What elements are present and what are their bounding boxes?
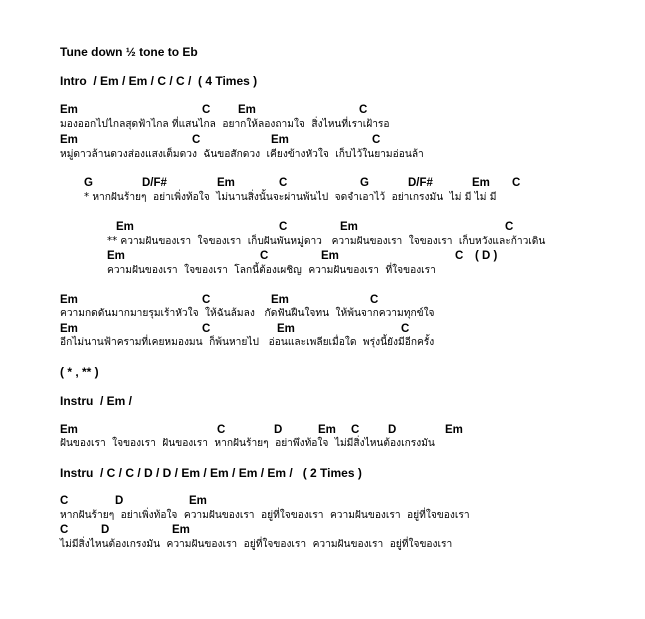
chord: Em xyxy=(318,424,336,436)
chord: C xyxy=(351,424,360,436)
chord: D/F# xyxy=(142,177,167,189)
chord: C xyxy=(217,424,226,436)
chord: C xyxy=(279,221,288,233)
chord: Em xyxy=(472,177,490,189)
lyric-line: มองออกไปไกลสุดฟ้าไกล ที่แสนไกล อยากให้ลองถามใจ สิ่งไหนที่เราเฝ้ารอ xyxy=(60,119,390,130)
chord: C xyxy=(370,294,379,306)
chord: C xyxy=(202,104,211,116)
lyric-line: ไม่มีสิ่งไหนต้องเกรงมัน ความฝันของเรา อยู่ที่ใจของเรา ความฝันของเรา อยู่ที่ใจของเรา xyxy=(60,539,453,550)
chord-line xyxy=(0,249,645,263)
instru-line: Instru / C / C / D / D / Em / Em / Em / Em / ( 2 Times ) xyxy=(60,466,362,480)
chord: C xyxy=(372,134,381,146)
chord: C xyxy=(202,323,211,335)
intro-line: Intro / Em / Em / C / C / ( 4 Times ) xyxy=(60,74,258,88)
chord-line xyxy=(0,523,645,537)
chord: D/F# xyxy=(408,177,433,189)
chord: C xyxy=(505,221,514,233)
chord: C xyxy=(512,177,521,189)
chord: Em xyxy=(340,221,358,233)
chord: C xyxy=(192,134,201,146)
chord: Em xyxy=(60,134,78,146)
chord: C xyxy=(60,524,69,536)
lyric-line: ฝันของเรา ใจของเรา ฝันของเรา หากฝันร้ายๆ อย่าพึงท้อใจ ไม่มีสิ่งไหนต้องเกรงมัน xyxy=(60,438,435,449)
chord: C xyxy=(401,323,410,335)
lyric-line: ความฝันของเรา ใจของเรา โลกนี้ต้องเผชิญ ความฝันของเรา ที่ใจของเรา xyxy=(107,265,436,276)
chord: C xyxy=(260,250,269,262)
chord: Em xyxy=(238,104,256,116)
chord: Em xyxy=(321,250,339,262)
chord-line xyxy=(0,103,645,117)
chord: C xyxy=(455,250,464,262)
lyric-line: หมู่ดาวล้านดวงส่องแสงเต็มดวง ฉันขอสักดวง เคียงข้างหัวใจ เก็บไว้ในยามอ่อนล้า xyxy=(60,149,424,160)
chord: Em xyxy=(107,250,125,262)
chord: Em xyxy=(445,424,463,436)
chord: C xyxy=(279,177,288,189)
chord: Em xyxy=(271,134,289,146)
chord: Em xyxy=(277,323,295,335)
chord: D xyxy=(274,424,283,436)
chord: D xyxy=(101,524,110,536)
chord-line xyxy=(0,176,645,190)
chord: G xyxy=(84,177,93,189)
chord-line xyxy=(0,220,645,234)
chord: Em xyxy=(60,424,78,436)
lyric-line: * หากฝันร้ายๆ อย่าเพิ่งท้อใจ ไม่นานสิ่งนั้นจะผ่านพ้นไป จดจำเอาไว้ อย่าเกรงมัน ไม่ มี ไม่ มี xyxy=(84,192,497,203)
lyric-line: ความกดดันมากมายรุมเร้าหัวใจ ให้ฉันล้มลง กัดฟันฝืนใจทน ให้พ้นจากความทุกข์ใจ xyxy=(60,308,435,319)
chord-line xyxy=(0,133,645,147)
chord-line xyxy=(0,322,645,336)
chord: Em xyxy=(60,104,78,116)
chord: C xyxy=(359,104,368,116)
chord: D xyxy=(388,424,397,436)
chord: G xyxy=(360,177,369,189)
chord: Em xyxy=(60,294,78,306)
repeat-mark: ( * , ** ) xyxy=(60,365,99,379)
chord: C xyxy=(60,495,69,507)
chord-line xyxy=(0,494,645,508)
chord: Em xyxy=(189,495,207,507)
tuning-note: Tune down ½ tone to Eb xyxy=(60,45,198,59)
chord: C xyxy=(202,294,211,306)
instru-line: Instru / Em / xyxy=(60,394,133,408)
chord-line xyxy=(0,423,645,437)
chord: D xyxy=(115,495,124,507)
chord: ( D ) xyxy=(475,250,498,262)
chord: Em xyxy=(116,221,134,233)
chord: Em xyxy=(217,177,235,189)
chord: Em xyxy=(60,323,78,335)
lyric-line: หากฝันร้ายๆ อย่าเพิ่งท้อใจ ความฝันของเรา อยู่ที่ใจของเรา ความฝันของเรา อยู่ที่ใจของเรา xyxy=(60,510,470,521)
chord: Em xyxy=(172,524,190,536)
chord-line xyxy=(0,293,645,307)
lyric-line: อีกไม่นานฟ้าครามที่เคยหมองมน ก็พ้นหายไป อ่อนและเพลียเมื่อใด พรุ่งนี้ยังมีอีกครั้ง xyxy=(60,337,435,348)
chord: Em xyxy=(271,294,289,306)
lyric-line: ** ความฝันของเรา ใจของเรา เก็บฝันพันหมู่ดาว ความฝันของเรา ใจของเรา เก็บหวังและก้าวเดิน xyxy=(107,236,546,247)
